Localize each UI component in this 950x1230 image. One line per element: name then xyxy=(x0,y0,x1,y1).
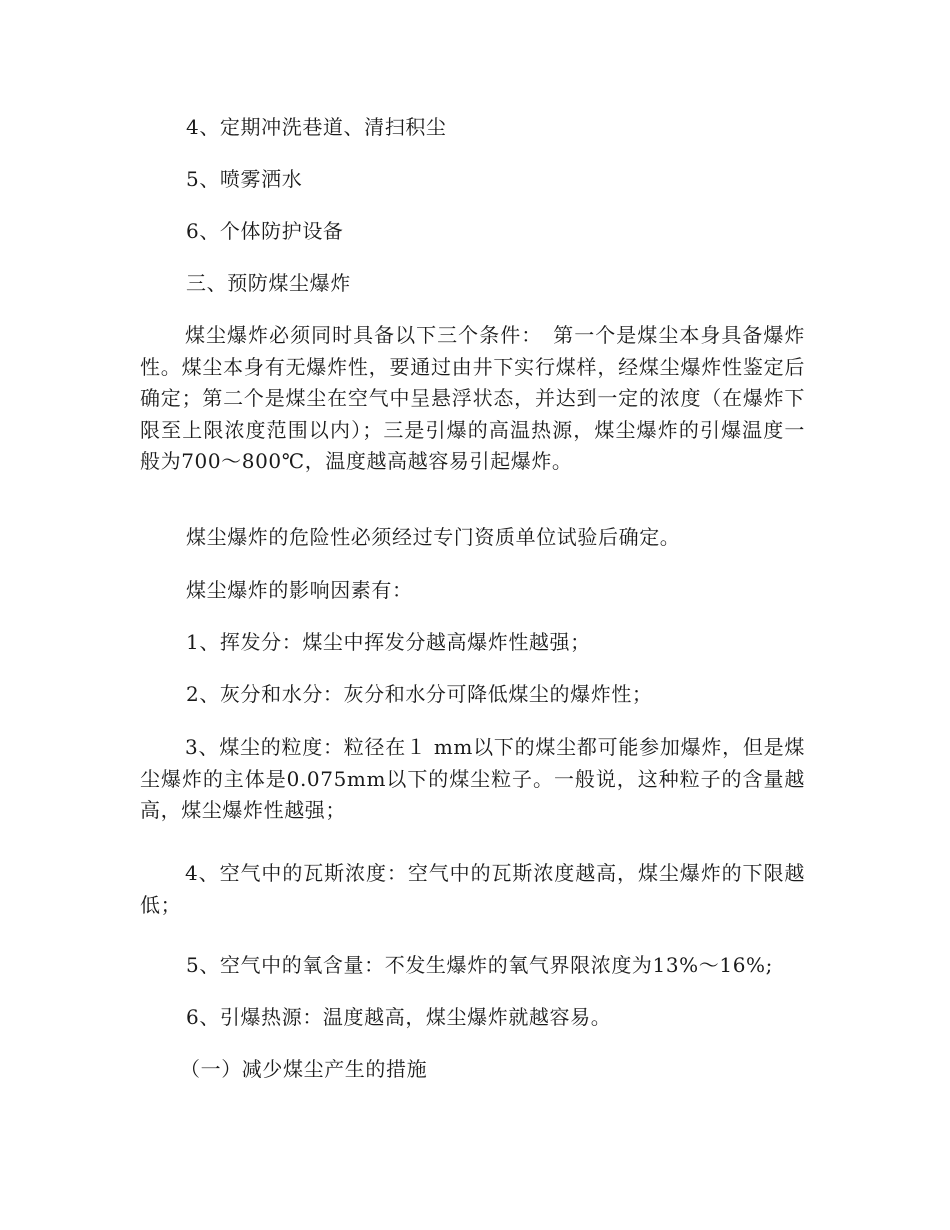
factor-ash-moisture: 2、灰分和水分：灰分和水分可降低煤尘的爆炸性； xyxy=(186,682,653,706)
factor-volatile-matter: 1、挥发分：煤尘中挥发分越高爆炸性越强； xyxy=(186,630,591,654)
list-item-personal-protection: 6、个体防护设备 xyxy=(186,219,344,243)
factor-oxygen-content: 5、空气中的氧含量：不发生爆炸的氧气界限浓度为13%～16%; xyxy=(186,953,773,977)
factor-ignition-source: 6、引爆热源：温度越高，煤尘爆炸就越容易。 xyxy=(186,1005,612,1029)
list-item-spray-water: 5、喷雾洒水 xyxy=(186,167,303,191)
list-item-flush-roadway: 4、定期冲洗巷道、清扫积尘 xyxy=(186,115,447,139)
factor-gas-concentration: 4、空气中的瓦斯浓度：空气中的瓦斯浓度越高，煤尘爆炸的下限越低； xyxy=(140,861,805,917)
paragraph-three-conditions: 煤尘爆炸必须同时具备以下三个条件： 第一个是煤尘本身具备爆炸性。煤尘本身有无爆炸性，要通过由井下实行煤样，经煤尘爆炸性鉴定后确定；第二个是煤尘在空气中呈悬浮状态，并达到一定的浓度（在爆炸下限至上限浓度范围以内）；三是引爆的高温热源，煤尘爆炸的引爆温度一般为700～800℃，温度越高越容易引起爆炸。 xyxy=(140,323,805,473)
subsection-heading-reduce-dust: （一）减少煤尘产生的措施 xyxy=(180,1057,428,1081)
paragraph-factors-intro: 煤尘爆炸的影响因素有： xyxy=(186,578,413,602)
factor-particle-size: 3、煤尘的粒度：粒径在１ mm以下的煤尘都可能参加爆炸，但是煤尘爆炸的主体是0.075mm以下的煤尘粒子。一般说，这种粒子的含量越高，煤尘爆炸性越强； xyxy=(140,735,805,822)
paragraph-danger-note: 煤尘爆炸的危险性必须经过专门资质单位试验后确定。 xyxy=(186,525,681,549)
section-heading-prevent-explosion: 三、预防煤尘爆炸 xyxy=(186,271,351,295)
